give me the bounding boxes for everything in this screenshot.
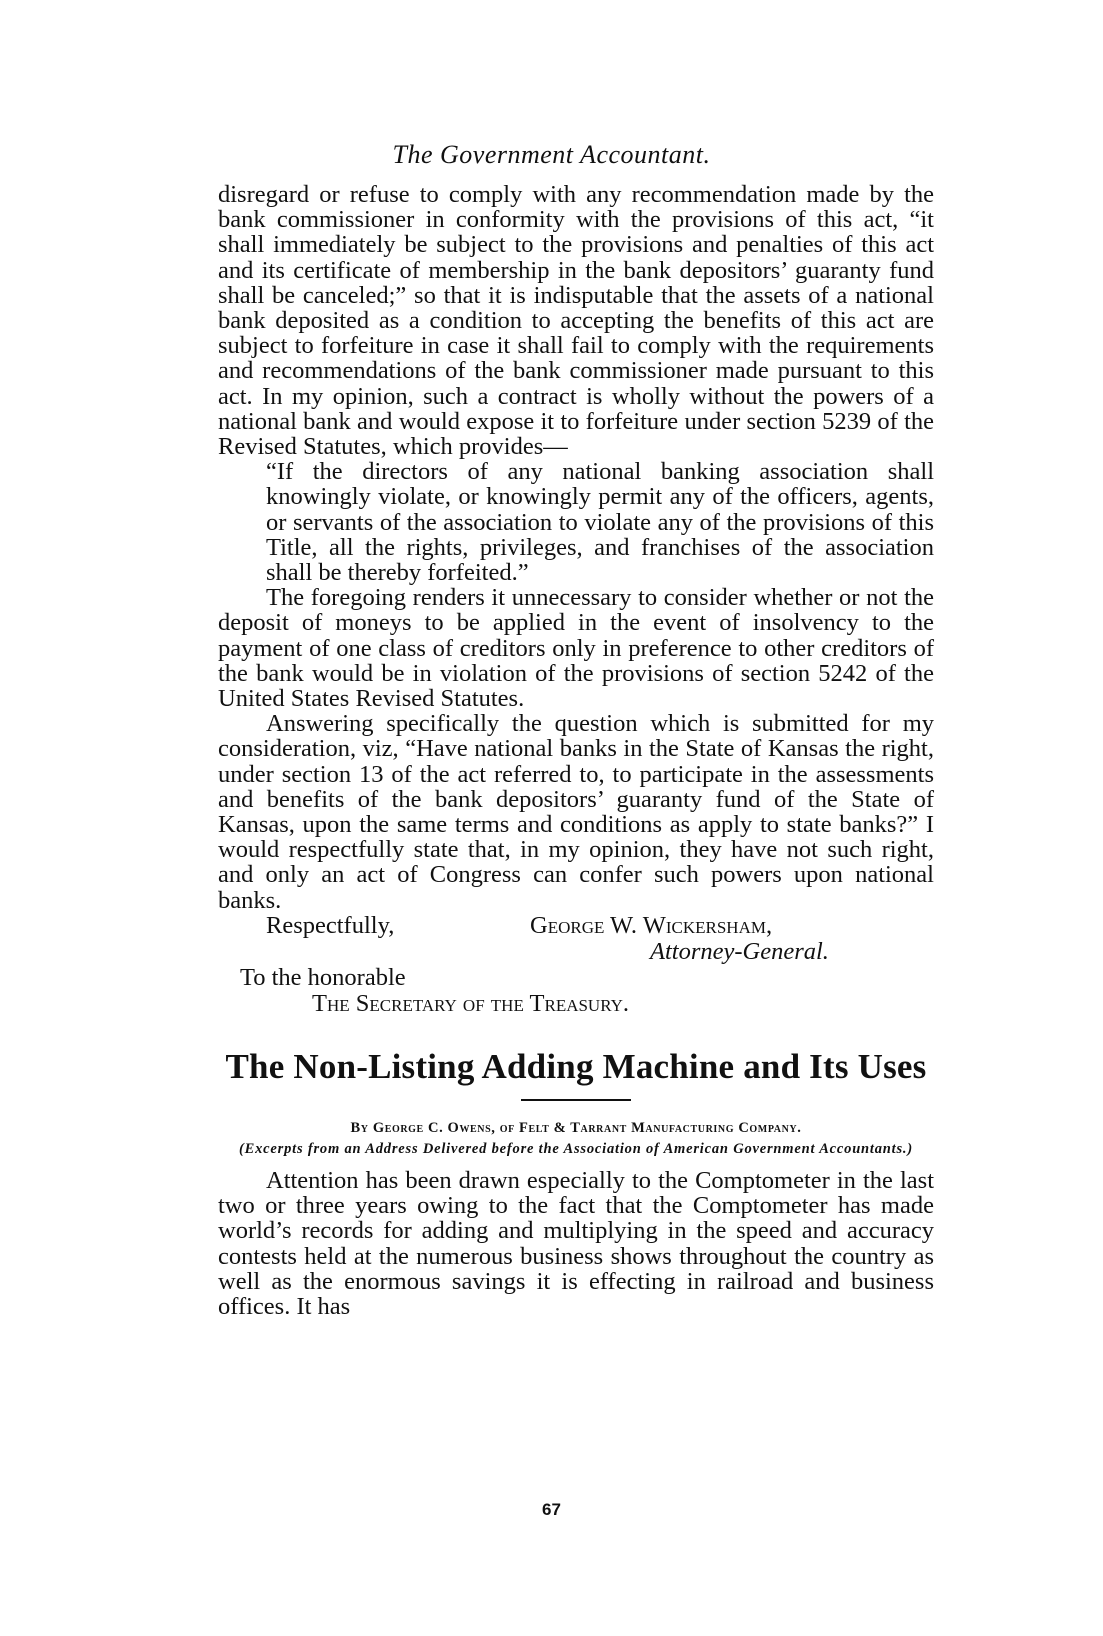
signatory-name: George W. Wickersham, bbox=[530, 911, 773, 939]
running-head: The Government Accountant. bbox=[392, 140, 711, 169]
signature-block bbox=[218, 913, 934, 1031]
page-number: 67 bbox=[542, 1500, 561, 1519]
signatory-title: Attorney-General. bbox=[650, 937, 829, 965]
block-quote bbox=[266, 459, 934, 585]
title-rule bbox=[521, 1099, 631, 1101]
paragraph-answering: Answering specifically the question which is submitted for my consideration, viz, “Have national banks in the State of Kansas the right, under section 13 of the act referred to, to participate in the assessments and benefits of the bank depositors’ guaranty fund of the State of Kansas, upon the same terms and conditions as apply to state banks?” I would respectfully state that, in my opinion, they have not such right, and only an act of Congress can confer such powers upon national banks. bbox=[218, 710, 934, 914]
article-title: The Non-Listing Adding Machine and Its Uses bbox=[225, 1046, 927, 1086]
paragraph-foregoing: The foregoing renders it unnecessary to consider whether or not the deposit of moneys to be applied in the event of insolvency to the payment of one class of creditors only in preference to other creditors of the bank would be in violation of the provisions of section 5242 of the United States Revised Statutes. bbox=[218, 584, 934, 713]
article-excerpt-note: (Excerpts from an Address Delivered before the Association of American Government Accountants.) bbox=[239, 1140, 913, 1157]
quoted-statute: “If the directors of any national banking association shall knowingly violate, or knowingly permit any of the officers, agents, or servants of the association to violate any of the provisions of this Title, all the rights, privileges, and franchises of the association shall be thereby forfeited.” bbox=[266, 458, 934, 587]
article-body-paragraph: Attention has been drawn especially to the Comptometer in the last two or three years owing to the fact that the Comptometer has made world’s records for adding and multiplying in the speed and accuracy contests held at the numerous business shows throughout the country as well as the enormous savings it is effecting in railroad and business offices. It has bbox=[218, 1166, 934, 1320]
article-byline: By George C. Owens, of Felt & Tarrant Manufacturing Company. bbox=[350, 1119, 802, 1136]
addressee-line-2: The Secretary of the Treasury. bbox=[312, 989, 630, 1017]
paragraph-opinion-continued: disregard or refuse to comply with any recommendation made by the bank commissioner in conformity with the provisions of this act, “it shall immediately be subject to the provisions and penalties of this act and its certificate of membership in the bank depositors’ guaranty fund shall be canceled;” so that it is indisputable that the assets of a national bank deposited as a condition to accepting the benefits of this act are subject to forfeiture in case it shall fail to comply with the requirements and recommendations of the bank commissioner made pursuant to this act. In my opinion, such a contract is wholly without the powers of a national bank and would expose it to forfeiture under section 5239 of the Revised Statutes, which provides— bbox=[218, 181, 934, 461]
closing: Respectfully, bbox=[266, 911, 395, 939]
text-column bbox=[218, 182, 934, 1319]
addressee-line-1: To the honorable bbox=[240, 963, 406, 991]
